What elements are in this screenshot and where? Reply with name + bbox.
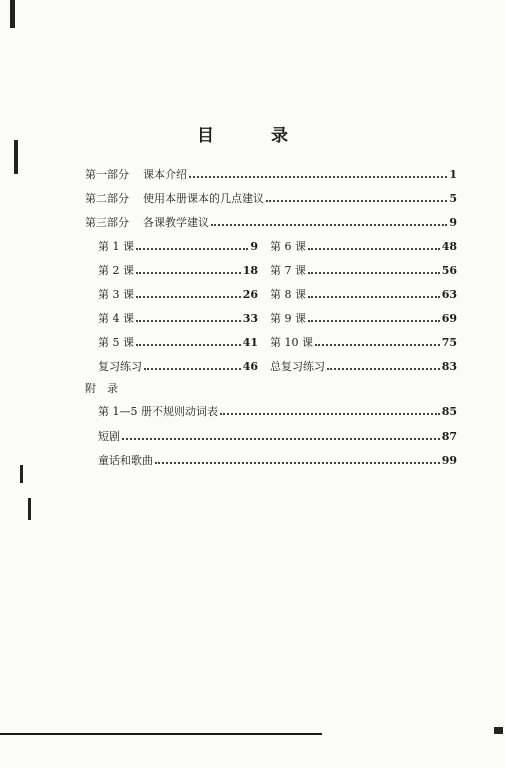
toc-review-exercise [98,358,258,374]
page-number: 41 [242,336,258,349]
leader-dots [308,272,440,274]
page-title: 目 录 [197,126,308,146]
leader-dots [266,200,447,202]
page-number: 75 [441,336,457,349]
toc-part-3 [85,214,457,230]
toc-part-2 [85,190,457,206]
page-number: 26 [242,288,258,301]
appendix-item-title: 童话和歌曲 [98,454,153,467]
page-number: 87 [441,430,457,443]
leader-dots [136,344,241,346]
page-number: 83 [441,360,457,373]
toc-lesson-9 [270,310,457,326]
page-number: 18 [242,264,258,277]
lesson-title: 第 10 课 [270,336,313,349]
toc-lesson-1 [98,238,258,254]
toc-lesson-10 [270,334,457,350]
leader-dots [144,368,241,370]
lesson-title: 复习练习 [98,360,142,373]
toc-lesson-7 [270,262,457,278]
page-number: 69 [441,312,457,325]
page-number: 1 [449,168,457,181]
leader-dots [308,248,440,250]
toc-lesson-8 [270,286,457,302]
page-number: 99 [441,454,457,467]
lesson-title: 第 1 课 [98,240,134,253]
toc-appendix-2 [98,428,457,444]
part-title: 课本介绍 [143,168,187,181]
part-number: 第一部分 [85,168,129,181]
lesson-title: 第 3 课 [98,288,134,301]
toc-lesson-6 [270,238,457,254]
part-number: 第二部分 [85,192,129,205]
part-title: 各课教学建议 [143,216,209,229]
page-number: 46 [242,360,258,373]
page-number: 9 [449,216,457,229]
page-number: 85 [441,405,457,418]
toc-lesson-4 [98,310,258,326]
page-number: 63 [441,288,457,301]
part-title: 使用本册课本的几点建议 [143,192,264,205]
leader-dots [136,248,248,250]
leader-dots [122,438,440,440]
toc-lesson-5 [98,334,258,350]
bottom-rule [0,733,322,735]
page-number: 56 [441,264,457,277]
toc-appendix-1 [98,403,457,419]
page-number: 33 [242,312,258,325]
toc-appendix-3 [98,452,457,468]
toc-general-review [270,358,457,374]
leader-dots [136,272,241,274]
toc-lesson-3 [98,286,258,302]
toc-part-1 [85,166,457,182]
appendix-item-title: 短剧 [98,430,120,443]
appendix-title: 附 录 [85,382,118,395]
leader-dots [189,176,447,178]
page-number: 5 [449,192,457,205]
leader-dots [327,368,440,370]
lesson-title: 第 2 课 [98,264,134,277]
leader-dots [136,320,241,322]
leader-dots [136,296,241,298]
appendix-item-title: 第 1—5 册不规则动词表 [98,405,218,418]
page-number: 48 [441,240,457,253]
lesson-title: 总复习练习 [270,360,325,373]
lesson-title: 第 8 课 [270,288,306,301]
lesson-title: 第 9 课 [270,312,306,325]
page-number: 9 [250,240,258,253]
leader-dots [211,224,447,226]
leader-dots [315,344,440,346]
leader-dots [308,320,440,322]
lesson-title: 第 4 课 [98,312,134,325]
toc-lesson-2 [98,262,258,278]
lesson-title: 第 7 课 [270,264,306,277]
leader-dots [308,296,440,298]
leader-dots [220,413,440,415]
lesson-title: 第 5 课 [98,336,134,349]
lesson-title: 第 6 课 [270,240,306,253]
toc-appendix-heading [85,380,165,396]
part-number: 第三部分 [85,216,129,229]
leader-dots [155,462,440,464]
